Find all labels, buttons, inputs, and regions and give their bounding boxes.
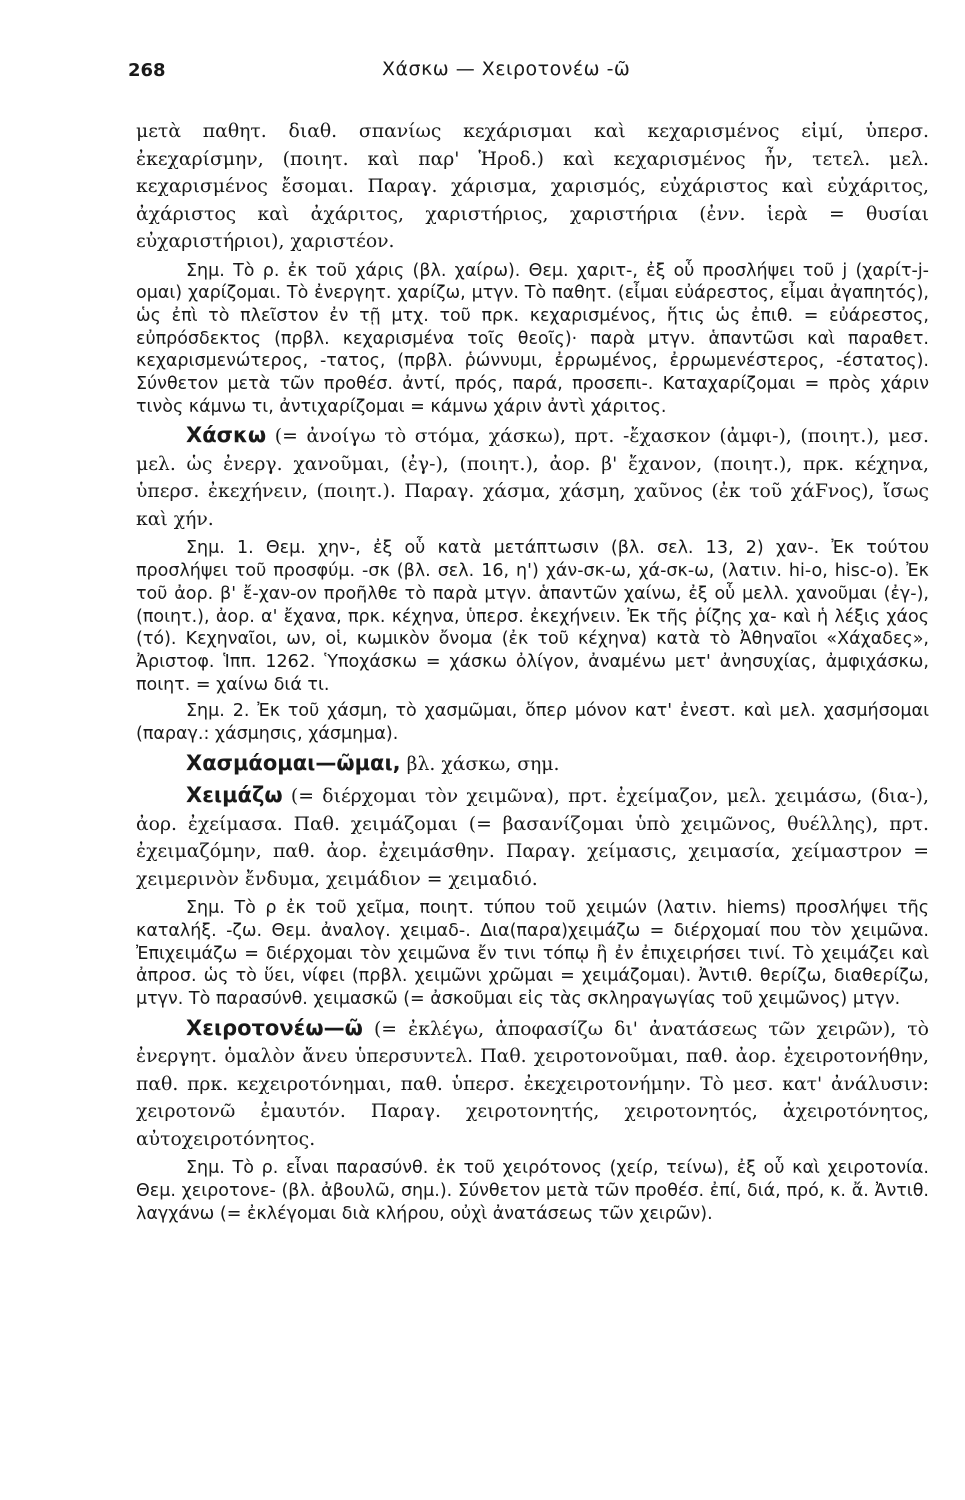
note-text: Σημ. 2. Ἐκ τοῦ χάσμη, τὸ χασμῶμαι, ὅπερ μόνον κατ' ἐνεστ. καὶ μελ. χασμήσομαι (παραγ.: χάσμησις, χάσμημα). [136, 701, 929, 745]
entry-note [136, 897, 929, 1011]
headword: Χειμάζω [186, 783, 283, 808]
entry-text: (= ἐκλέγω, ἀποφασίζω δι' ἀνατάσεως τῶν χειρῶν), τὸ ἐνεργητ. ὁμαλὸν ἄνευ ὑπερσυντελ. Παθ. χειροτονοῦμαι, παθ. ἀορ. ἐχειροτονήθην, παθ. πρκ. κεχειροτόνημαι, παθ. ὑπερσ. ἐκεχειροτονήμην. Τὸ μεσ. κατ' ἀνάλυσιν: χειροτονῶ ἐμαυτόν. Παραγ. χειροτονητής, χειροτονητός, ἀχειροτόνητος, αὐτοχειροτόνητος. [136, 1018, 929, 1150]
entry-cheimazo [136, 782, 929, 893]
entry-cheirotoneo [136, 1015, 929, 1154]
entry-text: μετὰ παθητ. διαθ. σπανίως κεχάρισμαι καὶ κεχαρισμένος εἰμί, ὑπερσ. ἐκεχαρίσμην, (ποιητ. καὶ παρ' Ἡροδ.) καὶ κεχαρισμένος ἦν, τετελ. μελ. κεχαρισμένος ἔσομαι. Παραγ. χάρισμα, χαρισμός, εὐχάριστος καὶ εὐχάριτος, ἀχάριστος καὶ ἀχάριτος, χαριστήριος, χαριστήρια (ἐνν. ἱερὰ = θυσίαι εὐχαριστήριοι), χαριστέον. [136, 121, 929, 252]
entry-text: (= ἀνοίγω τὸ στόμα, χάσκω), πρτ. -ἔχασκον (ἀμφι-), (ποιητ.), μεσ. μελ. ὡς ἐνεργ. χανοῦμαι, (ἐγ-), (ποιητ.), ἀορ. β' ἔχανον, (ποιητ.), πρκ. κέχηνα, ὑπερσ. ἐκεχήνειν, (ποιητ.). Παραγ. χάσμα, χάσμη, χαῦνος (ἐκ τοῦ χάϜνος), ἴσως καὶ χήν. [136, 426, 929, 530]
entry-note [136, 537, 929, 696]
entry-chasko [136, 422, 929, 533]
page-number: 268 [128, 60, 166, 81]
entries [136, 118, 929, 1225]
note-text: Σημ. Τὸ ρ ἐκ τοῦ χεῖμα, ποιητ. τύπου τοῦ χειμών (λατιν. hiems) προσλήψει τῆς καταλήξ. -ζω. Θεμ. ἀναλογ. χειμαδ-. Δια(παρα)χειμάζω = διέρχομαί που τὸν χειμῶνα. Ἐπιχειμάζω = διέρχομαι τὸν χειμῶνα ἔν τινι τόπῳ ἢ ἐν ἐπιχειρήσει τινί. Τὸ χειμάζει καὶ ἀπροσ. ὡς τὸ ὕει, νίφει (πρβλ. χειμῶνι χρῶμαι = χειμάζομαι). Ἀντιθ. θερίζω, διαθερίζω, μτγν. Τὸ παρασύνθ. χειμασκῶ (= ἀσκοῦμαι εἰς τὰς σκληραγωγίας τοῦ χειμῶνος) μτγν. [136, 898, 929, 1010]
note-text: Σημ. 1. Θεμ. χην-, ἐξ οὗ κατὰ μετάπτωσιν (βλ. σελ. 13, 2) χαν-. Ἐκ τούτου προσλήψει τοῦ προσφύμ. -σκ (βλ. σελ. 16, η') χάν-σκ-ω, χά-σκ-ω, (λατιν. hi-o, hisc-o). Ἐκ τοῦ ἀορ. β' ἔ-χαν-ον προῆλθε τὸ παρὰ μτγν. ἁπαντῶν χαίνω, ἐξ οὗ μελλ. χανοῦμαι (ἐγ-), (ποιητ.), ἀορ. α' ἔχανα, πρκ. κέχηνα, ὑπερσ. ἐκεχήνειν. Ἐκ τῆς ῥίζης χα- καὶ ἡ λέξις χάος (τό). Κεχηναῖοι, ων, οἱ, κωμικὸν ὄνομα (ἐκ τοῦ κέχηνα) κατὰ τὸ Ἀθηναῖοι «Χάχαδες», Ἀριστοφ. Ἱππ. 1262. Ὑποχάσκω = χάσκω ὀλίγον, ἀναμένω μετ' ἀνησυχίας, ἀμφιχάσκω, ποιητ. = χαίνω διά τι. [136, 538, 929, 695]
entry-continuation [136, 118, 929, 256]
headword: Χειροτονέω—ῶ [186, 1015, 363, 1040]
headword: Χασμάομαι—ῶμαι, [186, 750, 401, 775]
entry-note [136, 700, 929, 745]
note-text: Σημ. Τὸ ρ. ἐκ τοῦ χάρις (βλ. χαίρω). Θεμ. χαριτ-, ἐξ οὗ προσλήψει τοῦ j (χαρίτ-j-ομαι) χαρίζομαι. Τὸ ἐνεργητ. χαρίζω, μτγν. Τὸ παθητ. (εἶμαι εὐάρεστος, εἶμαι ἀγαπητός), ὡς ἐπὶ τὸ πλεῖστον ἐν τῇ μτχ. τοῦ πρκ. κεχαρισμένος, ἥτις ὡς ἐπιθ. = εὐάρεστος, εὐπρόσδεκτος (πρβλ. κεχαρισμένα τοῖς θεοῖς)· παρὰ μτγν. ἁπαντῶσι καὶ παραθετ. κεχαρισμενώτερος, -τατος, (πρβλ. ῥώννυμι, ἐρρωμένος, ἐρρωμενέστερος, -έστατος). Σύνθετον μετὰ τῶν προθέσ. ἀντί, πρός, παρά, προσεπι-. Καταχαρίζομαι = πρὸς χάριν τινὸς κάμνω τι, ἀντιχαρίζομαι = κάμνω χάριν ἀντὶ χάριτος. [136, 260, 929, 417]
headword: Χάσκω [186, 423, 267, 448]
note-text: Σημ. Τὸ ρ. εἶναι παρασύνθ. ἐκ τοῦ χειρότονος (χείρ, τείνω), ἐξ οὗ καὶ χειροτονία. Θεμ. χειροτονε- (βλ. ἀβουλῶ, σημ.). Σύνθετον μετὰ τῶν προθέσ. ἐπί, διά, πρό, κ. ἄ. Ἀντιθ. λαγχάνω (= ἐκλέγομαι διὰ κλήρου, οὐχὶ ἀνατάσεως τῶν χειρῶν). [136, 1158, 929, 1224]
entry-text: βλ. χάσκω, σημ. [406, 753, 560, 775]
entry-note [136, 1157, 929, 1225]
entry-note [136, 260, 929, 419]
entry-text: (= διέρχομαι τὸν χειμῶνα), πρτ. ἐχείμαζον, μελ. χειμάσω, (δια-), ἀορ. ἐχείμασα. Παθ. χειμάζομαι (= βασανίζομαι ὑπὸ χειμῶνος, θυέλλης), πρτ. ἐχειμαζόμην, παθ. ἀορ. ἐχειμάσθην. Παραγ. χείμασις, χειμασία, χείμαστρον = χειμερινὸν ἔνδυμα, χειμάδιον = χειμαδιό. [136, 786, 929, 890]
running-head: Χάσκω — Χειροτονέω -ῶ [382, 58, 631, 80]
entry-chasmaomai [136, 750, 929, 779]
